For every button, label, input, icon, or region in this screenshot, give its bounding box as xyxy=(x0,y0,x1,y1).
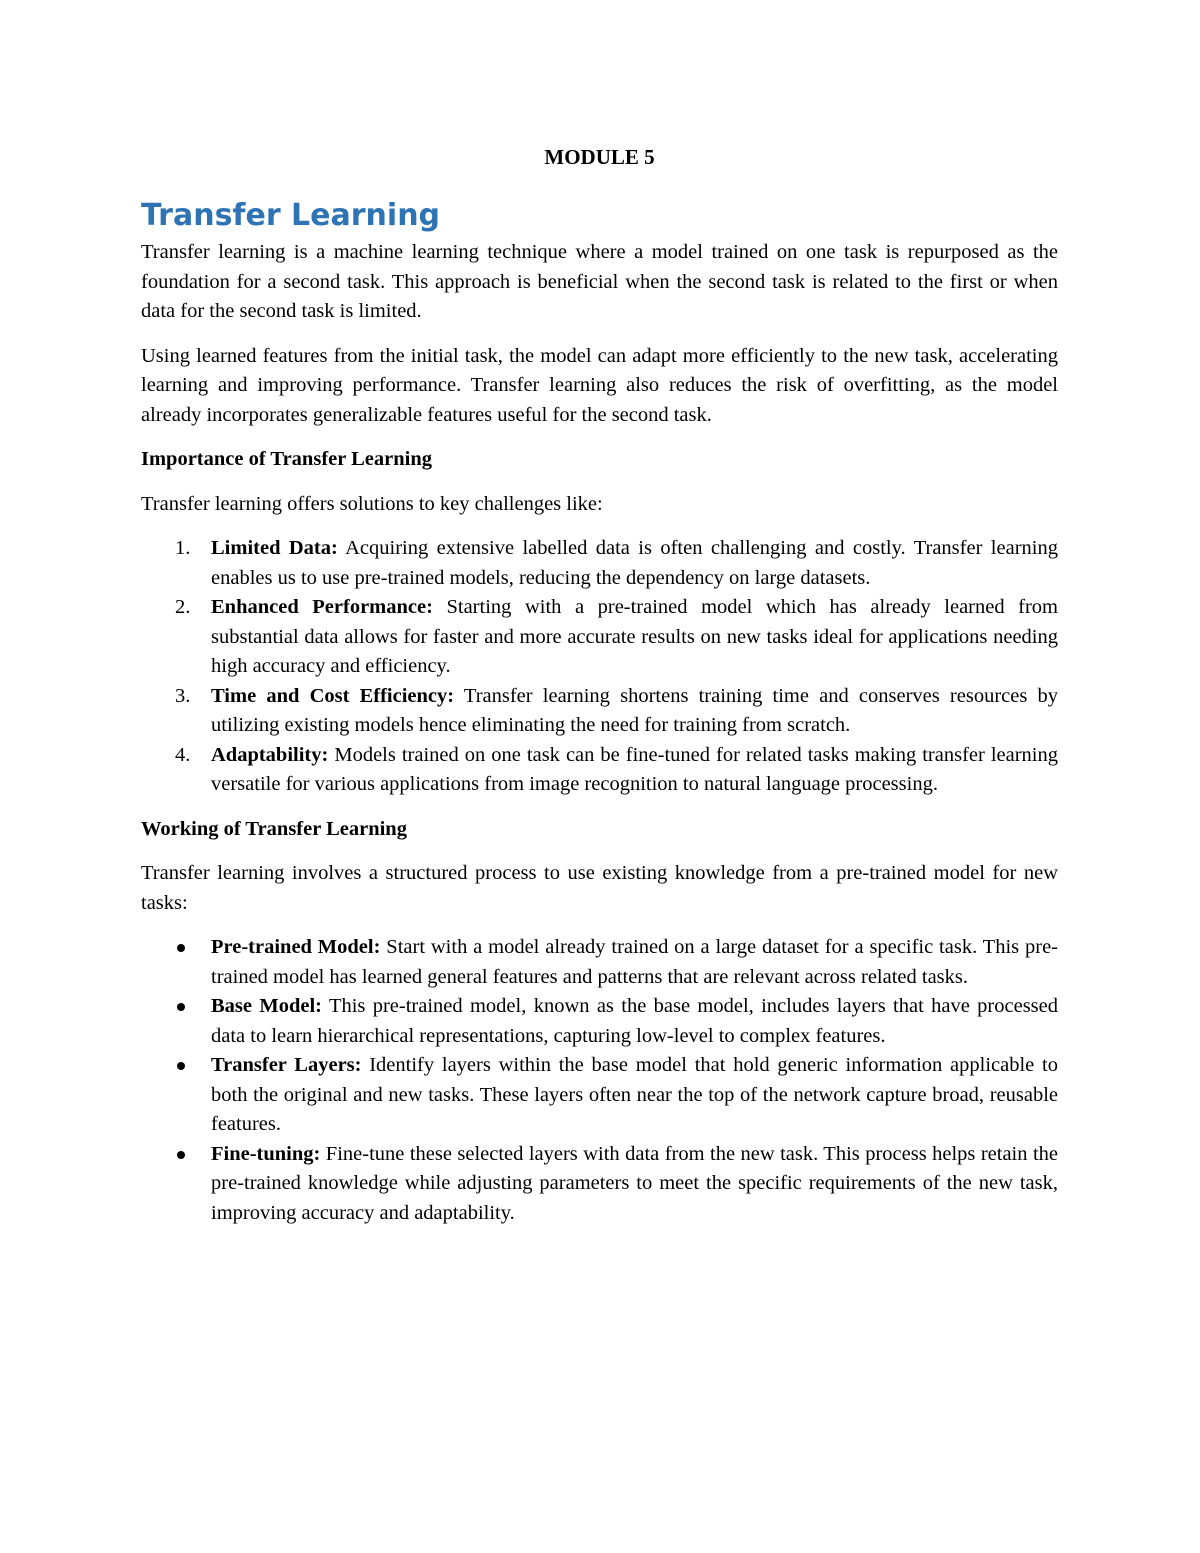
list-number: 2. xyxy=(175,596,191,618)
list-item-term: Pre-trained Model: xyxy=(211,936,381,958)
list-item-text: Identify layers within the base model that hold generic information applicable to both the original and new tasks. These layers often near the top of the network capture broad, reusable features. xyxy=(211,1054,1058,1135)
list-item-term: Adaptability: xyxy=(211,743,329,766)
list-item-term: Limited Data: xyxy=(211,537,338,559)
working-lead: Transfer learning involves a structured process to use existing knowledge from a pre-trained model for new tasks: xyxy=(141,862,1058,914)
list-item xyxy=(141,593,1058,682)
list-item-text: Fine-tune these selected layers with data from the new task. This process helps retain the pre-trained knowledge while adjusting parameters to meet the specific requirements of the new task, improving accuracy and adaptability. xyxy=(211,1142,1058,1224)
list-item-term: Enhanced Performance: xyxy=(211,596,433,618)
page-title: Transfer Learning xyxy=(141,198,441,233)
importance-lead: Transfer learning offers solutions to key challenges like: xyxy=(141,492,603,515)
list-item-term: Fine-tuning: xyxy=(211,1142,321,1165)
bullet-icon xyxy=(177,1062,185,1070)
intro-paragraph: Using learned features from the initial task, the model can adapt more efficiently to the new task, accelerating learning and improving performance. Transfer learning also reduces the risk of overfitting, as the model already incorporates generalizable features useful for the second task. xyxy=(141,344,1058,426)
list-item-term: Transfer Layers: xyxy=(211,1054,362,1076)
list-item xyxy=(141,1051,1058,1140)
list-item-text: Starting with a pre-trained model which has already learned from substantial data allows for faster and more accurate results on new tasks ideal for applications needing high accuracy and efficiency. xyxy=(211,596,1059,677)
module-title: MODULE 5 xyxy=(544,145,655,169)
bullet-icon xyxy=(177,1003,185,1011)
bullet-icon xyxy=(177,944,185,952)
list-item-text: Transfer learning shortens training time and conserves resources by utilizing existing models hence eliminating the need for training from scratch. xyxy=(211,684,1058,736)
list-item xyxy=(141,682,1058,741)
list-number: 1. xyxy=(175,537,191,559)
section-heading-working: Working of Transfer Learning xyxy=(141,817,407,840)
list-number: 4. xyxy=(175,743,191,766)
bullet-icon xyxy=(177,1151,185,1159)
importance-list xyxy=(141,534,1058,800)
list-item xyxy=(141,534,1058,593)
list-item xyxy=(141,1140,1058,1229)
list-item-term: Time and Cost Efficiency: xyxy=(211,684,455,707)
working-list xyxy=(141,933,1058,1228)
list-number: 3. xyxy=(175,684,191,707)
list-item xyxy=(141,741,1058,800)
list-item-text: This pre-trained model, known as the base model, includes layers that have processed data to learn hierarchical representations, capturing low-level to complex features. xyxy=(211,995,1058,1047)
list-item xyxy=(141,933,1058,992)
list-item-text: Models trained on one task can be fine-tuned for related tasks making transfer learning versatile for various applications from image recognition to natural language processing. xyxy=(211,743,1058,795)
intro-paragraph: Transfer learning is a machine learning technique where a model trained on one task is repurposed as the foundation for a second task. This approach is beneficial when the second task is related to the first or when data for the second task is limited. xyxy=(141,241,1058,322)
list-item xyxy=(141,992,1058,1051)
list-item-text: Start with a model already trained on a large dataset for a specific task. This pre-trained model has learned general features and patterns that are relevant across related tasks. xyxy=(211,936,1058,988)
section-heading-importance: Importance of Transfer Learning xyxy=(141,448,432,470)
document-body xyxy=(141,238,1058,1243)
list-item-term: Base Model: xyxy=(211,995,322,1017)
list-item-text: Acquiring extensive labelled data is often challenging and costly. Transfer learning enables us to use pre-trained models, reducing the dependency on large datasets. xyxy=(211,537,1058,589)
